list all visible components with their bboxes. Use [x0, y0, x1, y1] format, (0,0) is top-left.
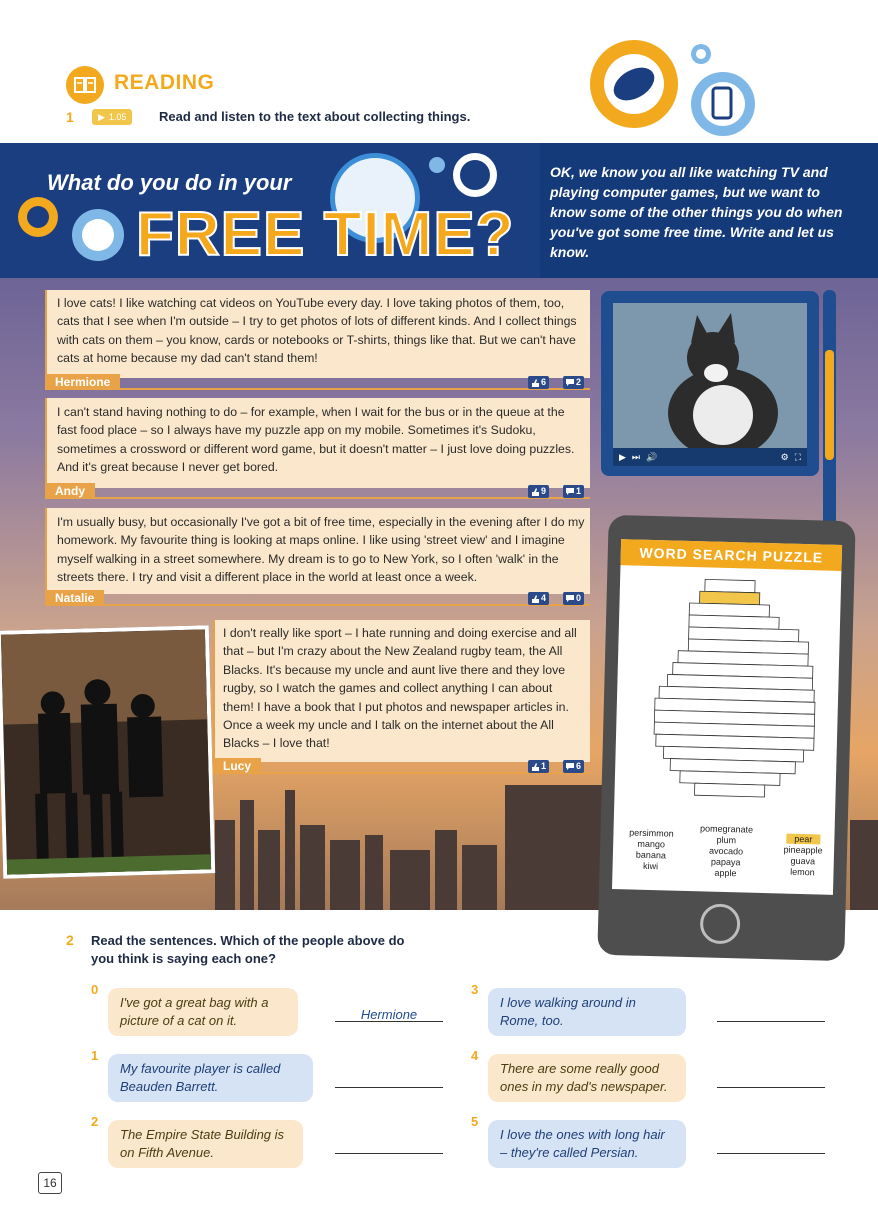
post-text: I don't really like sport – I hate running and doing exercise and all that – but I'm crazy about the New Zealand rugby team, the All Blacks. It's because my uncle and aunt live there and they love rugby, so I watch the games and collect anything I can about them! I have a book that I put photos and newspaper articles in. Once a week my uncle and I talk on the internet about the All Blacks – I love that! — [223, 626, 577, 751]
speaker-icon: ▶ — [98, 111, 105, 122]
cat-video-player[interactable] — [601, 291, 819, 476]
answer-line[interactable] — [335, 1074, 443, 1088]
word-search-screen — [612, 539, 842, 895]
answer-text: Hermione — [360, 1007, 418, 1022]
volume-icon[interactable]: 🔊 — [646, 451, 658, 462]
exercise-1-instruction: Read and listen to the text about collecting things. — [159, 109, 471, 124]
comment-icon — [566, 763, 574, 771]
page-number: 16 — [38, 1172, 62, 1194]
exercise-2-number: 2 — [66, 932, 74, 948]
answer-line[interactable] — [335, 1140, 443, 1154]
item-number: 4 — [471, 1048, 479, 1063]
reading-book-icon — [66, 66, 104, 104]
post-text: I can't stand having nothing to do – for example, when I wait for the bus or in the queue at the fast food place – so I always have my puzzle app on my mobile. Sometimes it's Sudoku, sometimes a crossword or different word game, but it doesn't matter – I just love doing puzzles. And it's great because I never get bored. — [57, 405, 575, 475]
item-number: 3 — [471, 982, 479, 997]
banner-question-line1: What do you do in your — [47, 170, 292, 195]
exercise-1-number: 1 — [66, 109, 74, 125]
word-list-col2: pomegranate plum avocado papaya apple — [699, 823, 754, 879]
comment-button[interactable]: 6 — [563, 760, 584, 773]
speech-bubble: The Empire State Building is on Fifth Avenue. — [108, 1120, 303, 1168]
audio-track-label: 1.05 — [108, 112, 127, 122]
speech-bubble: I love walking around in Rome, too. — [488, 988, 686, 1036]
speech-bubble: I love the ones with long hair – they're called Persian. — [488, 1120, 686, 1168]
thumbs-up-icon — [531, 379, 539, 387]
item-number: 1 — [91, 1048, 99, 1063]
skip-icon[interactable]: ⏭ — [631, 451, 641, 462]
item-number: 2 — [91, 1114, 99, 1129]
post-text: I'm usually busy, but occasionally I've got a bit of free time, especially in the evening after I do my homework. My favourite thing is looking at maps online. I like using 'street view' and I imagine myself walking in a street somewhere. My dream is to go to New York, so I often 'walk' in the streets there. I try and visit a different place in the world at least once a week. — [57, 515, 585, 585]
post-author: Lucy — [213, 758, 261, 774]
cat-image — [613, 303, 807, 448]
cat-gear-icon — [425, 147, 505, 207]
like-button[interactable]: 6 — [528, 376, 549, 389]
answer-line[interactable] — [717, 1008, 825, 1022]
banner-question-line2: FREE TIME? — [136, 200, 515, 269]
answer-line[interactable] — [717, 1140, 825, 1154]
speech-bubble: I've got a great bag with a picture of a cat on it. — [108, 988, 298, 1036]
post-text: I love cats! I like watching cat videos on YouTube every day. I love taking photos of them, too, cats that I see when I'm outside – I try to get photos of lots of different kinds. And I collect things with cats on them – you know, cards or notebooks or T-shirts, things like that. But we can't have cats at home because my dad can't stand them! — [57, 296, 577, 366]
thumbs-up-icon — [531, 763, 539, 771]
rugby-photo — [0, 625, 215, 878]
scrollbar-thumb[interactable] — [825, 350, 834, 460]
like-button[interactable]: 4 — [528, 592, 549, 605]
phone-home-button — [700, 903, 741, 944]
section-title: READING — [114, 71, 215, 94]
play-icon[interactable]: ▶ — [619, 451, 626, 462]
item-number: 0 — [91, 982, 99, 997]
word-list-col3: pear pineapple guava lemon — [783, 833, 823, 878]
gears-icon — [12, 195, 132, 265]
free-time-banner — [0, 143, 878, 278]
found-word: pear — [786, 834, 820, 845]
comment-icon — [566, 379, 574, 387]
banner-intro-text: OK, we know you all like watching TV and playing computer games, but we want to know some of the other things you do when you've got some free time. Write and let us know. — [550, 164, 843, 260]
speech-bubble: My favourite player is called Beauden Barrett. — [108, 1054, 313, 1102]
post-author: Natalie — [45, 590, 104, 606]
like-button[interactable]: 9 — [528, 485, 549, 498]
comment-button[interactable]: 0 — [563, 592, 584, 605]
cat-video-frame — [613, 303, 807, 448]
video-controls — [613, 448, 807, 466]
audio-track-button[interactable] — [92, 109, 132, 125]
thumbs-up-icon — [531, 595, 539, 603]
comment-icon — [566, 488, 574, 496]
word-search-phone — [597, 515, 855, 961]
word-list-col1: persimmon mango banana kiwi — [629, 827, 674, 872]
speech-bubble: There are some really good ones in my dad's newspaper. — [488, 1054, 686, 1102]
comment-button[interactable]: 1 — [563, 485, 584, 498]
settings-icon[interactable]: ⚙ — [780, 451, 789, 462]
word-search-title: WORD SEARCH PUZZLE — [620, 539, 842, 571]
thumbs-up-icon — [531, 488, 539, 496]
fullscreen-icon[interactable]: ⛶ — [794, 451, 801, 462]
comment-button[interactable]: 2 — [563, 376, 584, 389]
post-author: Andy — [45, 483, 95, 499]
gears-decoration-icon — [578, 32, 760, 142]
like-button[interactable]: 1 — [528, 760, 549, 773]
comment-icon — [566, 595, 574, 603]
exercise-2-instruction: Read the sentences. Which of the people above do you think is saying each one? — [91, 933, 405, 966]
word-search-grid — [644, 574, 820, 808]
post-author: Hermione — [45, 374, 120, 390]
answer-line[interactable] — [717, 1074, 825, 1088]
item-number: 5 — [471, 1114, 479, 1129]
